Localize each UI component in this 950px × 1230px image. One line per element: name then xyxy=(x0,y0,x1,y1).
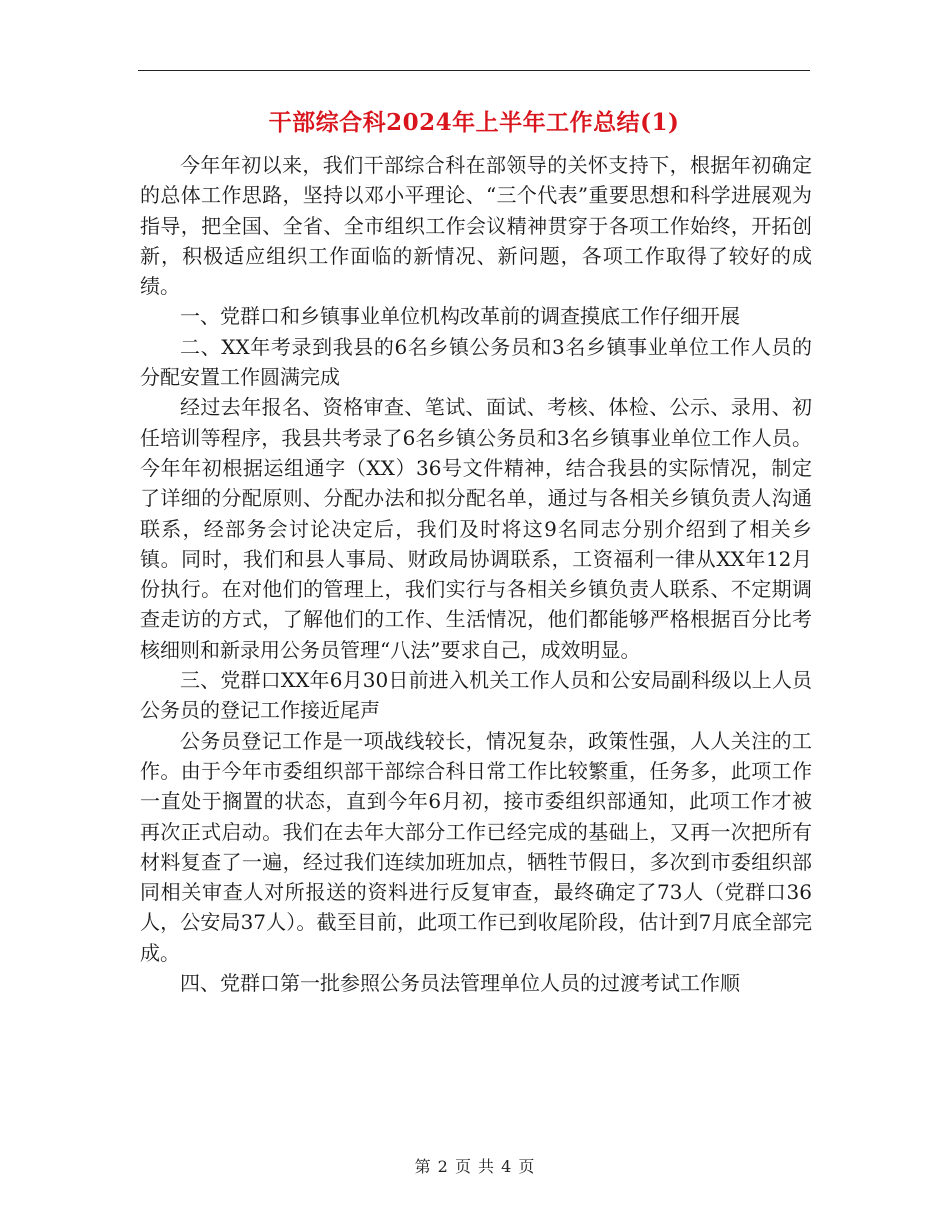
document-body xyxy=(140,150,812,998)
paragraph-heading-3: 三、党群口XX年6月30日前进入机关工作人员和公安局副科级以上人员公务员的登记工作接近尾声 xyxy=(140,668,812,723)
paragraph-body-2: 经过去年报名、资格审查、笔试、面试、考核、体检、公示、录用、初任培训等程序，我县共考录了6名乡镇公务员和3名乡镇事业单位工作人员。今年年初根据运组通字（XX）36号文件精神，结合我县的实际情况，制定了详细的分配原则、分配办法和拟分配名单，通过与各相关乡镇负责人沟通联系，经部务会讨论决定后，我们及时将这9名同志分别介绍到了相关乡镇。同时，我们和县人事局、财政局协调联系，工资福利一律从XX年12月份执行。在对他们的管理上，我们实行与各相关乡镇负责人联系、不定期调查走访的方式，了解他们的工作、生活情况，他们都能够严格根据百分比考核细则和新录用公务员管理“八法”要求自己，成效明显。 xyxy=(140,395,812,662)
paragraph-heading-4: 四、党群口第一批参照公务员法管理单位人员的过渡考试工作顺 xyxy=(180,971,740,996)
paragraph-heading-2: 二、XX年考录到我县的6名乡镇公务员和3名乡镇事业单位工作人员的分配安置工作圆满完成 xyxy=(140,334,812,390)
page-number: 第 2 页 共 4 页 xyxy=(414,1157,536,1176)
document-title: 干部综合科2024年上半年工作总结(1) xyxy=(268,109,680,136)
header-rule xyxy=(138,70,810,71)
paragraph-body-3: 公务员登记工作是一项战线较长，情况复杂，政策性强，人人关注的工作。由于今年市委组织部干部综合科日常工作比较繁重，任务多，此项工作一直处于搁置的状态，直到今年6月初，接市委组织部通知，此项工作才被再次正式启动。我们在去年大部分工作已经完成的基础上，又再一次把所有材料复查了一遍，经过我们连续加班加点，牺牲节假日，多次到市委组织部同相关审查人对所报送的资料进行反复审查，最终确定了73人（党群口36人，公安局37人）。截至目前，此项工作已到收尾阶段，估计到7月底全部完成。 xyxy=(140,728,812,965)
paragraph-heading-1: 一、党群口和乡镇事业单位机构改革前的调查摸底工作仔细开展 xyxy=(180,304,740,329)
paragraph-intro: 今年年初以来，我们干部综合科在部领导的关怀支持下，根据年初确定的总体工作思路，坚持以邓小平理论、“三个代表”重要思想和科学进展观为指导，把全国、全省、全市组织工作会议精神贯穿于各项工作始终，开拓创新，积极适应组织工作面临的新情况、新问题，各项工作取得了较好的成绩。 xyxy=(140,153,812,299)
